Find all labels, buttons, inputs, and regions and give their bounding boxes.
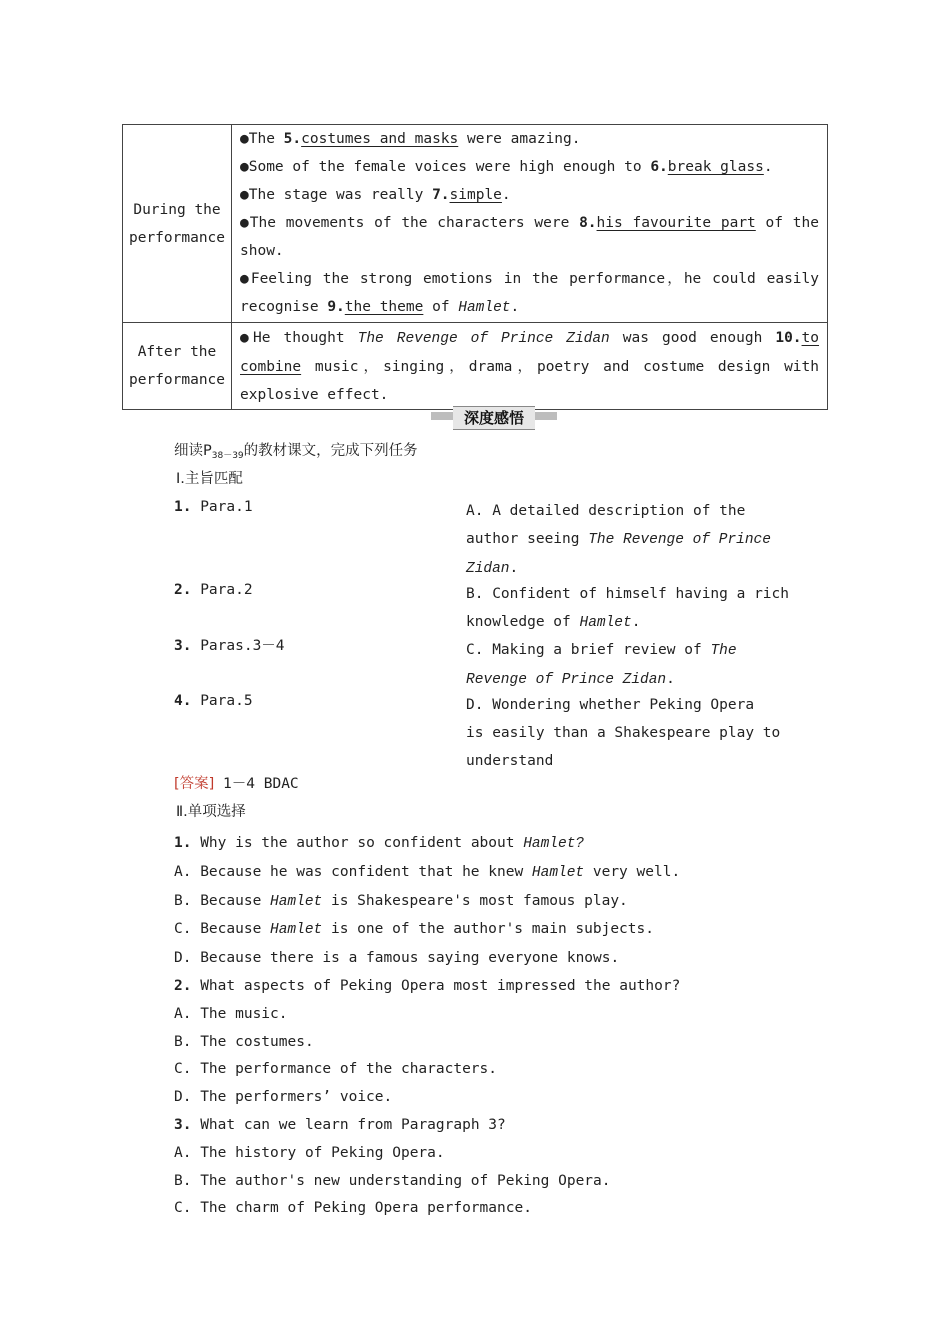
stage-label: performance <box>128 372 226 388</box>
blank-answer: his favourite part <box>596 215 756 231</box>
option-text: C. Making a brief review of <box>466 642 711 658</box>
question <box>174 973 680 1001</box>
work-title: Zidan <box>466 561 510 577</box>
work-title: Hamlet <box>579 615 632 631</box>
question-number: 1. <box>174 835 192 851</box>
blank-number: 6. <box>650 159 668 175</box>
bullet: ● <box>240 215 250 231</box>
option-b <box>466 580 789 637</box>
blank-number: 5. <box>283 131 302 147</box>
option-text: B. Confident of himself having a rich <box>466 586 790 602</box>
list-item <box>240 181 819 209</box>
list-item <box>240 323 819 409</box>
option-c <box>466 636 737 694</box>
blank-answer: the theme <box>344 299 424 315</box>
stage-label: After the <box>137 344 217 360</box>
item-text: was good enough <box>609 330 776 346</box>
stage-label: During the <box>133 201 221 218</box>
option-text: . <box>509 560 519 576</box>
list-item <box>240 153 819 181</box>
blank-number: 10. <box>775 330 802 346</box>
bullet: ● <box>240 159 249 175</box>
answer-option: D. The performers’ voice. <box>174 1089 393 1106</box>
blank-answer: costumes and masks <box>301 131 459 147</box>
stage-cell <box>123 323 232 410</box>
option-text: . <box>631 614 641 630</box>
work-title: Revenge of Prince Zidan <box>466 672 667 688</box>
item-text: Para.5 <box>200 693 253 709</box>
section-title: Ⅰ.主旨匹配 <box>176 471 243 487</box>
work-title: The <box>710 643 737 659</box>
blank-number: 9. <box>327 299 345 315</box>
option-text: knowledge of <box>466 614 580 630</box>
answer-option: C. The charm of Peking Opera performance. <box>174 1200 532 1217</box>
item-number: 4. <box>174 693 192 709</box>
answer-option: B. The author's new understanding of Peking Opera. <box>174 1172 611 1189</box>
item-text: Para.1 <box>200 499 253 515</box>
answer-label: [答案] <box>174 776 215 792</box>
item-text: . <box>763 159 773 175</box>
option-text: author seeing <box>466 531 589 547</box>
bullet: ● <box>240 131 249 147</box>
option-a <box>466 497 771 583</box>
match-item <box>174 691 253 711</box>
match-item <box>174 636 285 656</box>
answer-option: C. The performance of the characters. <box>174 1061 498 1078</box>
list-item <box>240 125 819 153</box>
match-item <box>174 497 253 517</box>
question-number: 3. <box>174 1116 192 1133</box>
question-text: What can we learn from Paragraph 3? <box>191 1116 506 1133</box>
match-item <box>174 580 253 600</box>
blank-number: 8. <box>579 215 597 231</box>
item-number: 2. <box>174 582 192 598</box>
instruction-text: 细读P <box>174 443 212 459</box>
answer-option: A. The history of Peking Opera. <box>174 1144 445 1161</box>
item-text: were amazing. <box>458 131 581 147</box>
option-text: understand <box>466 753 554 769</box>
answer-text: 1－4 BDAC <box>214 776 299 792</box>
item-text: The <box>248 131 284 147</box>
item-number: 1. <box>174 499 192 515</box>
table-row <box>123 323 828 410</box>
bullet: ● <box>240 271 251 287</box>
item-text: The stage was really <box>248 187 433 203</box>
banner-label: 深度感悟 <box>463 409 524 427</box>
instruction-text: 的教材课文，完成下列任务 <box>243 443 418 459</box>
answer-option: A. The music. <box>174 1005 288 1022</box>
item-text: music，singing，drama，poetry and costume design with explosive effect. <box>240 359 819 403</box>
question-text: Why is the author so confident about <box>191 835 524 851</box>
item-number: 3. <box>174 638 192 654</box>
blank-answer: simple <box>449 187 502 203</box>
content-cell <box>232 323 828 410</box>
question-block <box>174 830 680 1223</box>
option-text: is easily than a Shakespeare play to <box>466 725 781 741</box>
table-row <box>123 125 828 323</box>
blank-answer: to combine <box>240 330 820 375</box>
work-title: The Revenge of Prince <box>588 532 771 548</box>
item-text: of the show. <box>240 215 819 259</box>
list-item <box>240 265 819 322</box>
item-text: The movements of the characters were <box>249 215 580 231</box>
item-text: Feeling the strong emotions in the performance，he could easily recognise <box>240 271 819 315</box>
item-text: of <box>423 299 459 315</box>
stage-label: performance <box>128 229 226 246</box>
option-text: A. A detailed description of the <box>466 503 746 519</box>
section-banner <box>431 406 557 428</box>
question <box>174 1112 680 1140</box>
blank-answer: break glass <box>667 159 764 175</box>
answer-option: D. Because there is a famous saying everyone knows. <box>174 950 620 967</box>
answer-option: A. Because he was confident that he knew Hamlet very well. <box>174 863 681 881</box>
answer-option: B. Because Hamlet is Shakespeare's most famous play. <box>174 892 628 910</box>
list-item <box>240 209 819 265</box>
bullet: ● <box>240 330 254 346</box>
item-text: Para.2 <box>200 582 253 598</box>
work-title: Hamlet <box>458 300 511 316</box>
item-text: He thought <box>253 330 358 346</box>
item-text: . <box>501 187 511 203</box>
performance-table <box>122 124 828 410</box>
option-d <box>466 691 780 775</box>
item-text: . <box>510 299 520 315</box>
answer-option: B. The costumes. <box>174 1033 314 1050</box>
answer-option: C. Because Hamlet is one of the author's main subjects. <box>174 921 654 939</box>
blank-number: 7. <box>432 187 450 203</box>
question-text: What aspects of Peking Opera most impressed the author? <box>191 977 681 994</box>
question-number: 2. <box>174 977 192 994</box>
option-text: . <box>666 671 675 687</box>
page-range: 38－39 <box>211 451 244 461</box>
item-text: Some of the female voices were high enough to <box>248 159 651 175</box>
content-cell <box>232 125 828 323</box>
answer-line <box>174 774 299 794</box>
section-title: Ⅱ.单项选择 <box>176 804 246 820</box>
item-text: Paras.3－4 <box>200 638 285 654</box>
bullet: ● <box>240 187 249 203</box>
question <box>174 830 680 859</box>
work-title: Hamlet? <box>523 836 585 852</box>
option-text: D. Wondering whether Peking Opera <box>466 697 755 713</box>
instruction <box>174 441 418 466</box>
work-title: The Revenge of Prince Zidan <box>357 331 610 347</box>
stage-cell <box>123 125 232 323</box>
